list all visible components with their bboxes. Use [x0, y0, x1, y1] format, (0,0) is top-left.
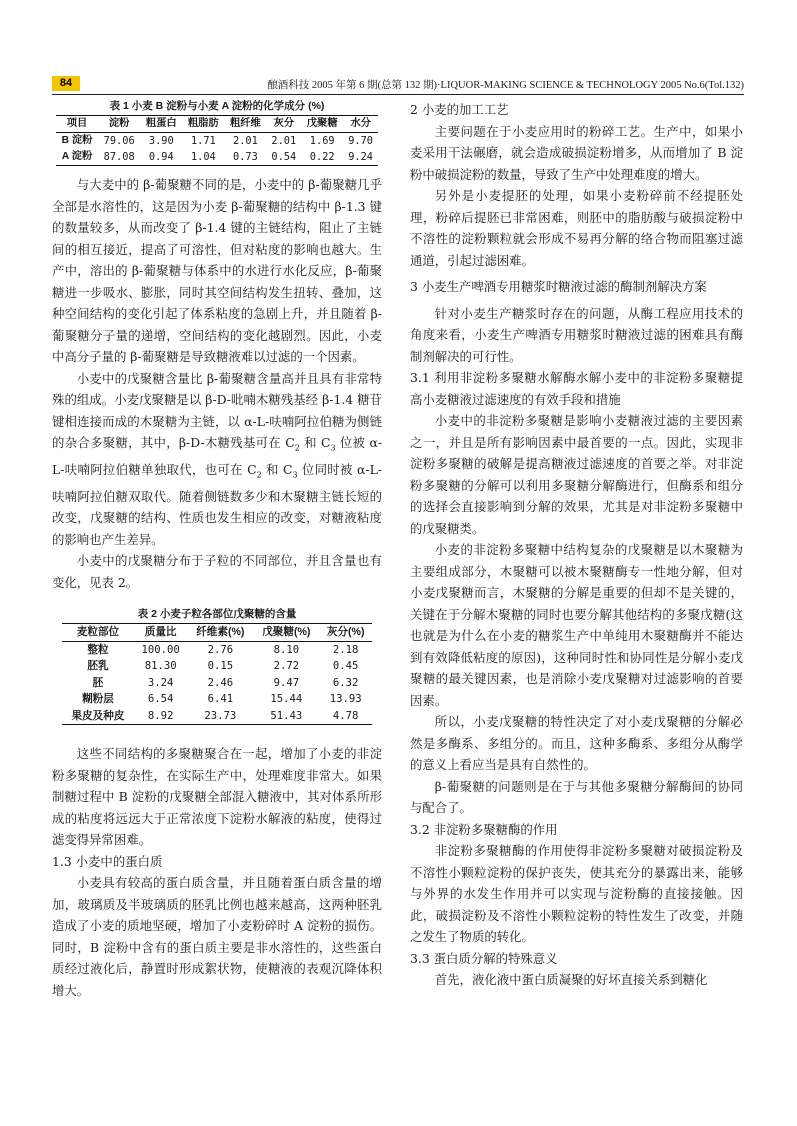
table-cell: 51.43	[253, 708, 319, 725]
table-cell: 6.32	[332, 676, 359, 689]
table-cell: 15.44	[270, 693, 303, 706]
table-cell: B 淀粉	[61, 135, 93, 146]
table-cell: 1.69	[309, 135, 335, 147]
paragraph: 小麦中的非淀粉多聚糖是影响小麦糖液过滤的主要因素之一，并且是所有影响因素中最首要的一点。因此，实现非淀粉多聚糖的破解是提高糖液过滤速度的首要之举。对非淀粉多聚糖的分解可以利用多聚糖分解酶进行，但酶系和组分的选择会直接影响到分解的效果，尤其是对非淀粉多聚糖中的戊聚糖类。	[410, 413, 743, 536]
table-cell: 8.10	[273, 643, 300, 656]
table-2-caption: 表 2 小麦子粒各部位戊聚糖的含量	[137, 608, 297, 621]
table-cell: 糊粉层	[82, 693, 114, 706]
table-1	[56, 99, 378, 166]
table-cell: 0.54	[266, 149, 301, 166]
table-cell: 2.76	[207, 643, 234, 656]
table-1-header: 粗蛋白	[140, 116, 182, 133]
table-row	[62, 691, 372, 708]
section-heading: 3.1 利用非淀粉多聚糖水解酶水解小麦中的非淀粉多聚糖提高小麦糖液过滤速度的有效手段和措施	[410, 370, 743, 407]
paragraph: 首先，液化液中蛋白质凝聚的好坏直接关系到糖化	[434, 972, 708, 987]
table-cell: 23.73	[187, 708, 253, 725]
paragraph: 这些不同结构的多聚糖聚合在一起，增加了小麦的非淀粉多聚糖的复杂性，在实际生产中，处理难度非常大。如果制糖过程中 B 淀粉的戊聚糖全部混入糖液中，其对体系所形成的粘度将远远大于正常浓度下淀粉水解液的粘度，使得过滤变得异常困难。	[52, 746, 382, 848]
table-row	[62, 675, 372, 692]
table-2-header: 纤维素(%)	[187, 624, 253, 642]
table-cell: 4.78	[319, 708, 372, 725]
paragraph: 主要问题在于小麦应用时的粉碎工艺。生产中，如果小麦采用干法碾磨，就会造成破损淀粉增多，从而增加了 B 淀粉中破损淀粉的数量，导致了生产中处理难度的增大。	[410, 123, 743, 182]
table-2-grid	[62, 623, 372, 725]
paragraph: 所以，小麦戊聚糖的特性决定了对小麦戊聚糖的分解必然是多酶系、多组分的。而且，这种多酶系、多组分从酶学的意义上看应当是具有自然性的。	[410, 714, 743, 772]
table-cell: 9.24	[343, 149, 378, 166]
table-row	[56, 149, 378, 166]
table-cell: 3.24	[147, 676, 174, 689]
table-2	[62, 607, 372, 725]
running-head: 酿酒科技 2005 年第 6 期(总第 132 期)·LIQUOR-MAKING SCIENCE & TECHNOLOGY 2005 No.6(Tol.132)	[267, 80, 744, 91]
table-cell: 整粒	[87, 643, 109, 656]
paragraph: 与大麦中的 β-葡聚糖不同的是，小麦中的 β-葡聚糖几乎全部是水溶性的，这是因为小麦 β-葡聚糖的结构中 β-1.3 键的数量较多，从而改变了 β-1.4 键的主链结构，阻止了主链间的相互接近，提高了可溶性，但对粘度的影响也越大。生产中，溶出的 β-葡聚糖与体系中的水进行水化反应，β-葡聚糖进一步吸水、膨胀，同时其空间结构发生扭转、叠加，这种空间结构的变化引起了体系粘度的急剧上升，并且随着 β-葡聚糖分子量的递增，空间结构的变化越剧烈。因此，小麦中高分子量的 β-葡聚糖是导致糖液难以过滤的一个因素。	[52, 177, 382, 364]
section-heading: 3.2 非淀粉多聚糖酶的作用	[410, 821, 558, 837]
table-1-header: 戊聚糖	[301, 116, 343, 133]
paragraph: 另外是小麦提胚的处理，如果小麦粉碎前不经提胚处理，粉碎后提胚已非常困难，则胚中的脂肪酸与破损淀粉中不溶性的淀粉颗粒就会形成不易再分解的络合物而阻塞过滤通道，引起过滤困难。	[410, 188, 743, 268]
table-cell: 0.22	[301, 149, 343, 166]
left-column	[52, 99, 382, 1001]
table-2-header: 戊聚糖(%)	[253, 624, 319, 642]
table-cell: 0.15	[207, 660, 234, 673]
table-row	[62, 641, 372, 658]
table-cell: 79.06	[103, 135, 135, 147]
section-heading: 3 小麦生产啤酒专用糖浆时糖液过滤的酶制剂解决方案	[410, 279, 707, 294]
table-cell: 1.71	[190, 135, 216, 147]
section-heading: 1.3 小麦中的蛋白质	[52, 853, 163, 869]
table-1-header: 灰分	[266, 116, 301, 133]
paragraph: 小麦中的戊聚糖分布于子粒的不同部位，并且含量也有变化，见表 2。	[52, 553, 382, 590]
right-column	[410, 99, 743, 991]
table-cell: 8.92	[134, 708, 187, 725]
table-cell: 87.08	[98, 149, 140, 166]
table-2-header: 质量比	[134, 624, 187, 642]
paragraph: 非淀粉多聚糖酶的作用使得非淀粉多聚糖对破损淀粉及不溶性小颗粒淀粉的保护丧失，使其充分的暴露出来，能够与外界的水发生作用并可以实现与淀粉酶的直接接触。因此，破损淀粉及不溶性小颗粒淀粉的特性发生了改变，并随之发生了物质的转化。	[410, 843, 743, 944]
table-cell: 胚乳	[87, 660, 109, 673]
table-cell: 2.46	[207, 676, 234, 689]
table-cell: 胚	[92, 676, 104, 689]
section-heading: 3.3 蛋白质分解的特殊意义	[410, 950, 558, 966]
table-row	[62, 708, 372, 725]
table-1-header: 项目	[56, 116, 98, 133]
paragraph: 小麦具有较高的蛋白质含量，并且随着蛋白质含量的增加，玻璃质及半玻璃质的胚乳比例也越来越高，这两种胚乳造成了小麦的质地坚硬，增加了小麦粉碎时 A 淀粉的损伤。同时，B 淀粉中含有的蛋白质主要是非水溶性的，这些蛋白质经过液化后，静置时形成絮状物，使糖液的表观沉降体积增大。	[52, 875, 382, 998]
table-cell: A 淀粉	[56, 149, 98, 166]
table-cell: 2.72	[273, 660, 300, 673]
table-1-caption: 表 1 小麦 B 淀粉与小麦 A 淀粉的化学成分 (%)	[109, 100, 325, 112]
table-cell: 果皮及种皮	[62, 708, 134, 725]
table-cell: 100.00	[141, 643, 180, 656]
paragraph: 小麦中的戊聚糖含量比 β-葡聚糖含量高并且具有非常特殊的组成。小麦戊聚糖是以 β-D-吡喃木糖残基经 β-1.4 糖苷键相连接而成的木聚糖为主链，以 α-L-呋喃阿拉伯糖为侧链的杂合多聚糖，其中，β-D-木糖残基可在 $C_2$ 和 $C_3$ 位被 α-L-呋喃阿拉伯糖单独取代，也可在 $C_2$ 和 $C_3$ 位同时被 α-L-呋喃阿拉伯糖双取代。随着侧链数多少和木聚糖主链长短的改变，戊聚糖的结构、性质也发生相应的改变，对糖液粘度的影响也产生差异。	[52, 370, 383, 547]
paragraph: 针对小麦生产糖浆时存在的问题，从酶工程应用技术的角度来看，小麦生产啤酒专用糖浆时糖液过滤的困难具有酶制剂解决的可行性。	[410, 305, 743, 364]
table-cell: 9.47	[273, 676, 300, 689]
paragraph: β-葡聚糖的问题则是在于与其他多聚糖分解酶间的协同与配合了。	[410, 778, 743, 815]
paragraph: 小麦的非淀粉多聚糖中结构复杂的戊聚糖是以木聚糖为主要组成部分，木聚糖可以被木聚糖酶专一性地分解，但对小麦戊聚糖而言，木聚糖的分解是重要的但却不是关键的，关键在于分解木聚糖的同时也要分解其他结构的多聚戊糖(这也就是为什么在小麦的糖浆生产中单纯用木聚糖酶并不能达到有效降低粘度的原因)，这种同时性和协同性是分解小麦戊聚糖的最关键因素，也是消除小麦戊聚糖对过滤影响的首要因素。	[410, 542, 743, 708]
table-row	[56, 133, 378, 150]
table-cell: 0.45	[332, 660, 359, 673]
table-cell: 2.18	[332, 643, 359, 656]
table-cell: 6.54	[147, 693, 174, 706]
table-2-header: 麦粒部位	[62, 624, 134, 642]
table-1-header: 水分	[343, 116, 378, 133]
table-cell: 81.30	[144, 660, 177, 673]
table-cell: 2.01	[271, 135, 297, 147]
table-cell: 0.94	[140, 149, 182, 166]
table-cell: 0.73	[224, 149, 266, 166]
table-1-header: 粗脂肪	[182, 116, 224, 133]
table-2-header: 灰分(%)	[319, 624, 372, 642]
table-cell: 6.41	[207, 693, 234, 706]
table-cell: 3.90	[148, 135, 174, 147]
table-row	[62, 658, 372, 675]
page-number: 84	[52, 76, 80, 91]
page-header	[52, 76, 744, 95]
table-1-header: 淀粉	[98, 116, 140, 133]
table-1-grid	[56, 115, 378, 166]
table-cell: 9.70	[348, 135, 374, 147]
table-1-header: 粗纤维	[224, 116, 266, 133]
table-cell: 13.93	[329, 693, 362, 706]
table-cell: 1.04	[182, 149, 224, 166]
section-heading: 2 小麦的加工工艺	[410, 102, 509, 117]
table-cell: 2.01	[233, 135, 258, 147]
